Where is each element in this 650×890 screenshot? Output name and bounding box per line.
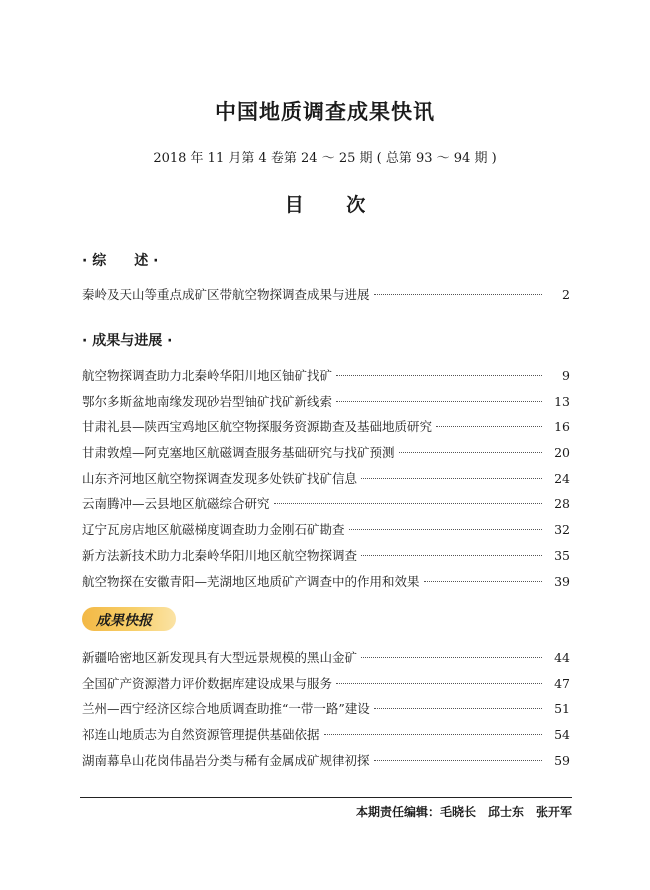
toc-entry [82, 751, 570, 777]
dot-leader [374, 760, 542, 761]
dot-leader [361, 478, 542, 479]
toc-entry-page: 35 [554, 547, 570, 563]
publication-title: 中国地质调查成果快讯 [215, 99, 435, 124]
dot-leader [436, 426, 542, 427]
toc-entry-page: 24 [554, 470, 570, 486]
quick-report-badge [82, 607, 176, 631]
toc-entry-title: 甘肃敦煌—阿克塞地区航磁调查服务基础研究与找矿预测 [82, 445, 395, 461]
toc-entry [82, 546, 570, 572]
dot-leader [374, 294, 542, 295]
toc-entry-page: 28 [554, 496, 570, 512]
toc-entry-title: 全国矿产资源潜力评价数据库建设成果与服务 [82, 675, 333, 691]
toc-entry [82, 674, 570, 700]
toc-entry-page: 47 [554, 675, 570, 691]
toc-entry [82, 366, 570, 392]
toc-entry-page: 44 [554, 650, 570, 665]
toc-entry [82, 520, 570, 546]
toc-entry-page: 20 [554, 445, 570, 461]
toc-heading: 目 次 [284, 194, 384, 216]
toc-entry-title: 辽宁瓦房店地区航磁梯度调查助力金刚石矿勘查 [82, 522, 345, 538]
toc-entry-title: 湖南幕阜山花岗伟晶岩分类与稀有金属成矿规律初探 [82, 752, 370, 768]
toc-entry-title: 航空物探在安徽青阳—芜湖地区地质矿产调查中的作用和效果 [82, 573, 420, 589]
toc-entry-title: 祁连山地质志为自然资源管理提供基础依据 [82, 727, 320, 743]
section-title-review: · 综 述 · [82, 253, 159, 269]
dot-leader [361, 657, 542, 658]
toc-entry-page: 59 [554, 752, 570, 768]
toc-entry [82, 699, 570, 725]
dot-leader [361, 555, 542, 556]
toc-list-review [82, 285, 570, 311]
dot-leader [374, 708, 542, 709]
footer-rule [80, 797, 572, 798]
toc-entry-title: 新疆哈密地区新发现具有大型远景规模的黑山金矿 [82, 650, 358, 665]
dot-leader [424, 581, 542, 582]
dot-leader [349, 529, 542, 530]
toc-entry-title: 兰州—西宁经济区综合地质调查助推“一带一路”建设 [82, 701, 370, 717]
toc-entry-page: 51 [554, 701, 570, 717]
quick-report-label: 成果快报 [96, 613, 152, 629]
toc-entry-title: 鄂尔多斯盆地南缘发现砂岩型铀矿找矿新线索 [82, 393, 333, 409]
toc-entry [82, 285, 570, 311]
toc-entry-page: 39 [554, 573, 570, 589]
toc-entry [82, 469, 570, 495]
dot-leader [336, 401, 542, 402]
issue-info: 2018 年 11 月第 4 卷第 24 ～ 25 期 ( 总第 93 ～ 94 期 ) [153, 151, 497, 166]
toc-entry-title: 新方法新技术助力北秦岭华阳川地区航空物探调查 [82, 547, 358, 563]
toc-entry-page: 32 [554, 522, 570, 538]
dot-leader [274, 503, 542, 504]
footer-editors: 本期责任编辑：毛晓长 邱士东 张开军 [355, 805, 572, 819]
dot-leader [336, 375, 542, 376]
section-title-progress: · 成果与进展 · [82, 333, 173, 349]
toc-entry-page: 2 [562, 287, 570, 302]
toc-entry-title: 航空物探调查助力北秦岭华阳川地区铀矿找矿 [82, 368, 333, 383]
toc-entry [82, 572, 570, 598]
toc-entry [82, 417, 570, 443]
toc-list-quick-report [82, 648, 570, 776]
toc-entry-page: 54 [554, 727, 570, 743]
toc-entry-page: 16 [554, 419, 570, 435]
toc-entry [82, 494, 570, 520]
toc-entry [82, 725, 570, 751]
toc-entry-title: 山东齐河地区航空物探调查发现多处铁矿找矿信息 [82, 470, 358, 486]
toc-entry-title: 云南腾冲—云县地区航磁综合研究 [82, 496, 270, 512]
toc-entry [82, 443, 570, 469]
toc-list-progress [82, 366, 570, 597]
toc-entry [82, 392, 570, 418]
toc-entry [82, 648, 570, 674]
toc-entry-page: 9 [562, 368, 570, 383]
toc-entry-page: 13 [554, 393, 570, 409]
dot-leader [324, 734, 542, 735]
toc-entry-title: 秦岭及天山等重点成矿区带航空物探调查成果与进展 [82, 287, 370, 302]
dot-leader [336, 683, 542, 684]
dot-leader [399, 452, 542, 453]
toc-entry-title: 甘肃礼县—陕西宝鸡地区航空物探服务资源勘查及基础地质研究 [82, 419, 433, 435]
